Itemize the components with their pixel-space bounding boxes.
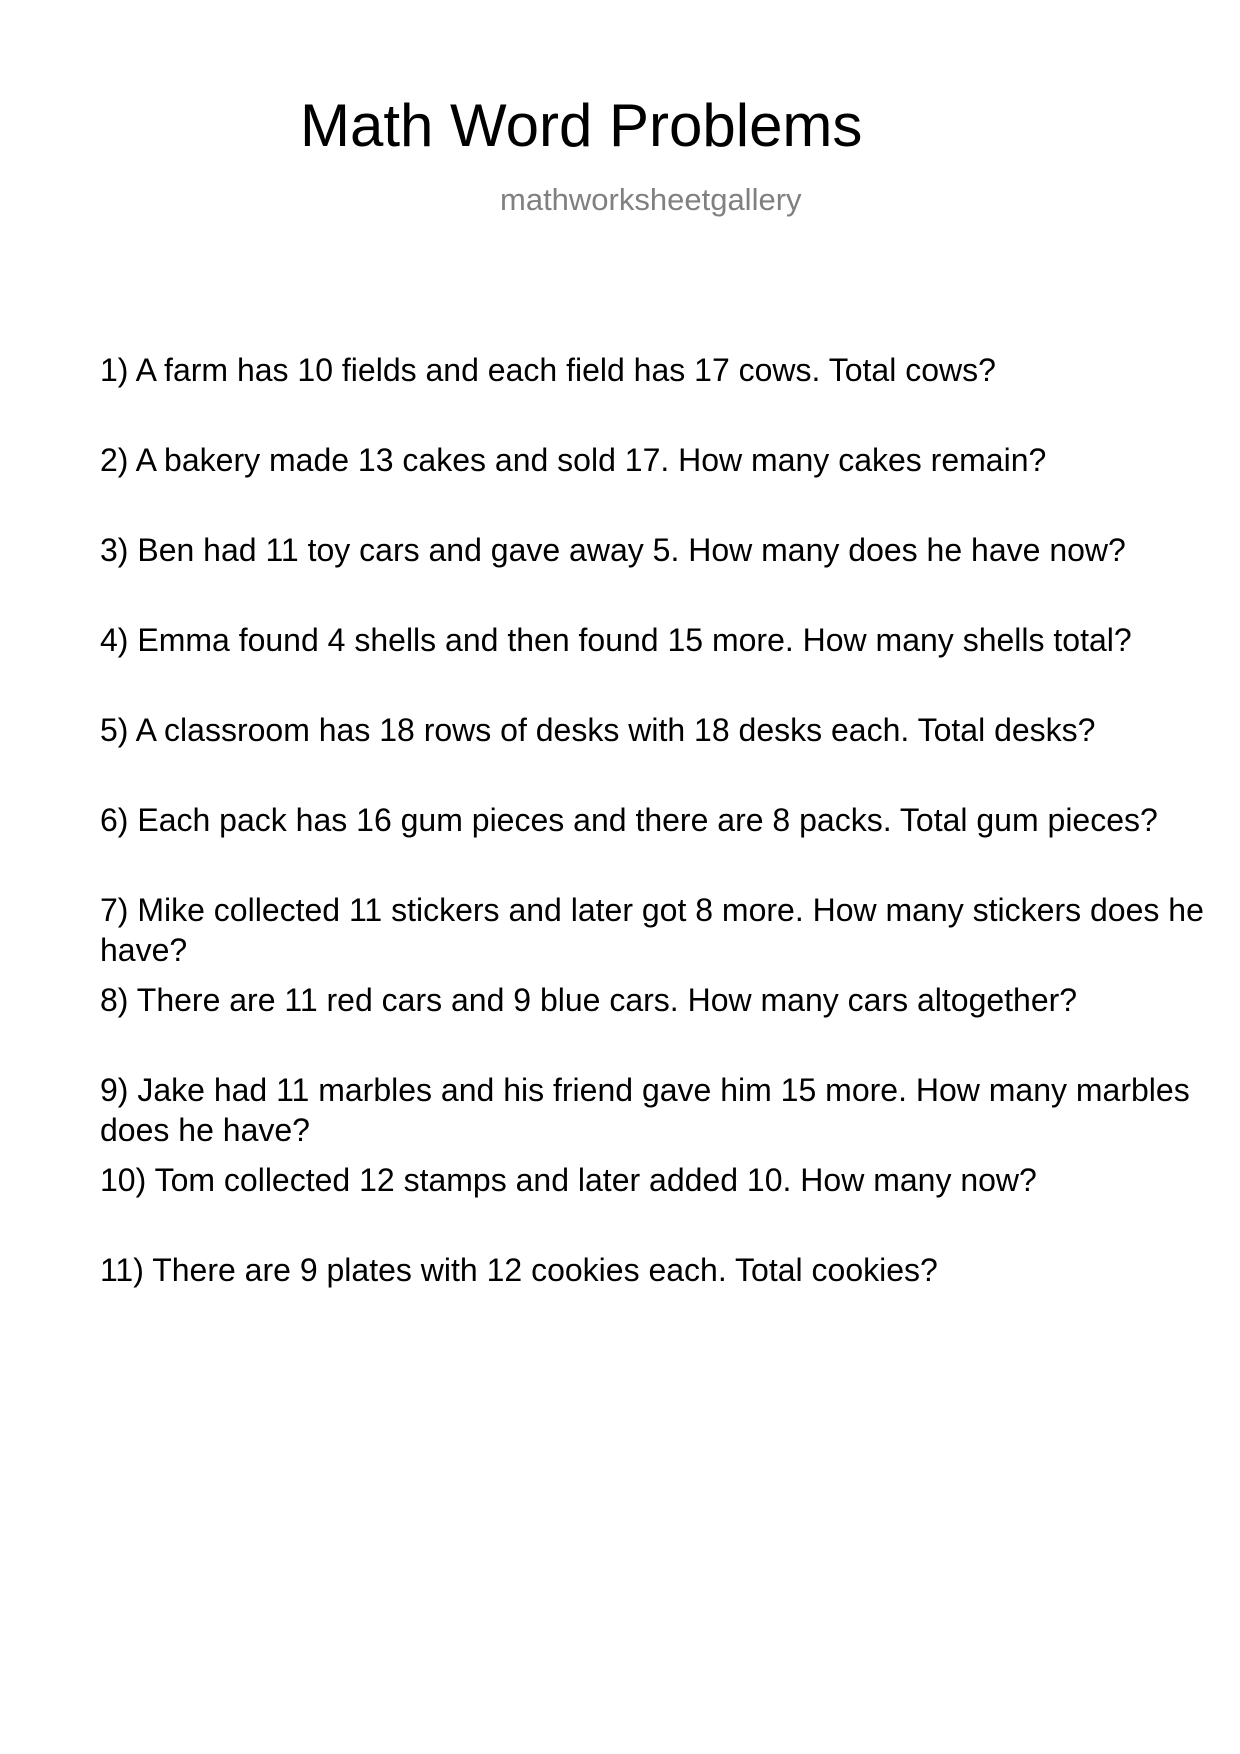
problem-item: 11) There are 9 plates with 12 cookies each. Total cookies? — [100, 1252, 938, 1288]
problem-item: 2) A bakery made 13 cakes and sold 17. How many cakes remain? — [100, 442, 1047, 478]
problem-item: 6) Each pack has 16 gum pieces and there are 8 packs. Total gum pieces? — [100, 802, 1158, 838]
problem-item: 4) Emma found 4 shells and then found 15 more. How many shells total? — [100, 622, 1132, 658]
problem-item: 1) A farm has 10 fields and each field has 17 cows. Total cows? — [100, 352, 996, 388]
problem-item: 9) Jake had 11 marbles and his friend gave him 15 more. How many marbles does he have? — [100, 1072, 1190, 1148]
problem-item: 3) Ben had 11 toy cars and gave away 5. How many does he have now? — [100, 532, 1126, 568]
problem-list — [100, 350, 1225, 1340]
worksheet-title: Math Word Problems — [300, 92, 863, 159]
problem-item: 10) Tom collected 12 stamps and later added 10. How many now? — [100, 1162, 1037, 1198]
problem-item: 7) Mike collected 11 stickers and later got 8 more. How many stickers does he have? — [100, 892, 1204, 968]
problem-item: 8) There are 11 red cars and 9 blue cars. How many cars altogether? — [100, 982, 1078, 1018]
worksheet-source: mathworksheetgallery — [500, 182, 802, 217]
problem-item: 5) A classroom has 18 rows of desks with 18 desks each. Total desks? — [100, 712, 1096, 748]
